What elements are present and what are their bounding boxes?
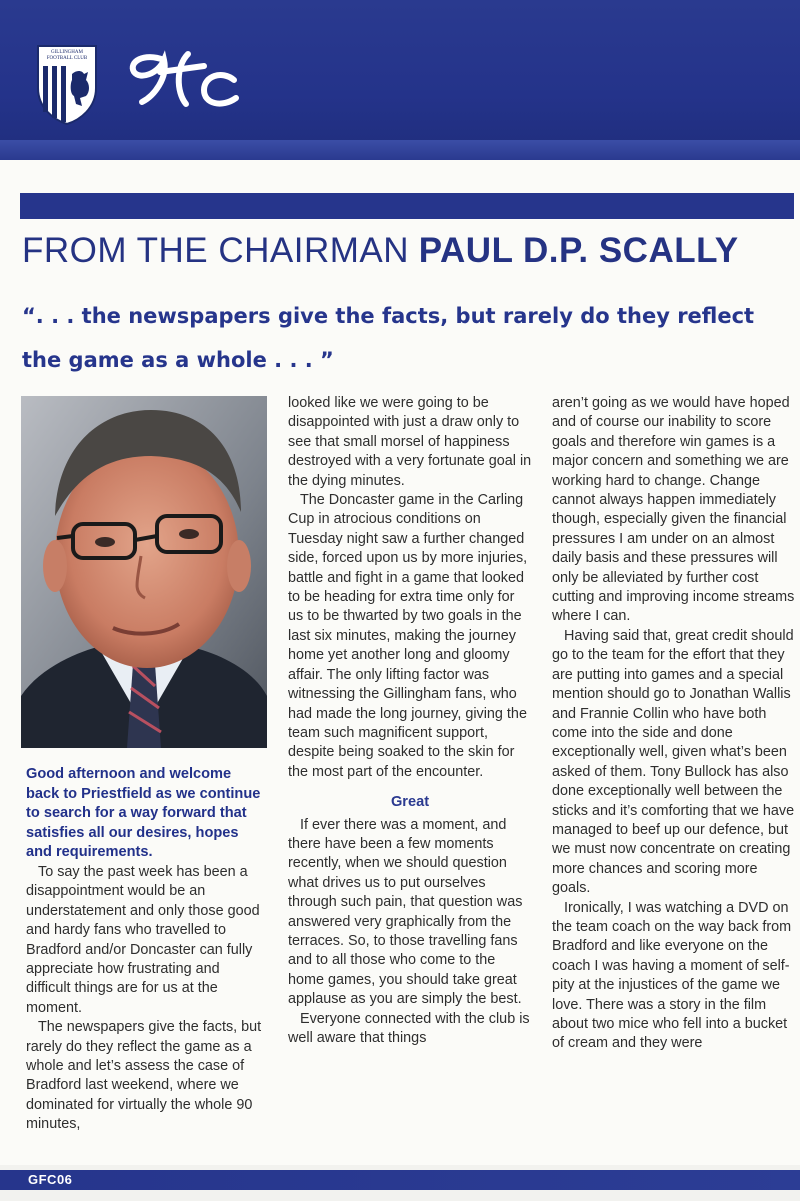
title-name: PAUL D.P. SCALLY	[418, 231, 739, 270]
body-paragraph: aren’t going as we would have hoped and of course our inability to score goals and therefore win games is a major concern and something we are working hard to change. Change cannot always happen immediately though, especially given the financial pressures I am under on an almost daily basis and these pressures will only be alleviated by further cost cutting and improving income streams where I can.	[552, 395, 795, 625]
subheading: Great	[390, 794, 430, 811]
article-column-1	[26, 765, 266, 1135]
body-paragraph: Everyone connected with the club is well aware that things	[288, 1010, 530, 1046]
article-column-2	[288, 394, 532, 1048]
article-column-3	[552, 394, 796, 1054]
gfc-monogram-icon	[124, 44, 244, 124]
intro-paragraph: Good afternoon and welcome back to Priestfield as we continue to search for a way forward that satisfies all our desires, hopes and requirements.	[26, 766, 261, 861]
header-stripe	[0, 140, 800, 160]
body-paragraph: looked like we were going to be disappointed with just a draw only to see that small morsel of happiness destroyed with a very fortunate goal in the dying minutes.	[288, 395, 532, 489]
page-title	[22, 228, 792, 274]
header-banner	[0, 0, 800, 160]
body-paragraph: The newspapers give the facts, but rarely do they reflect the game as a whole and let’s assess the case of Bradford last weekend, where we dominated for virtually the whole 90 minutes,	[26, 1019, 262, 1133]
title-prefix: FROM THE CHAIRMAN	[22, 231, 410, 270]
body-paragraph: Ironically, I was watching a DVD on the team coach on the way back from Bradford and like everyone on the coach I was having a moment of self-pity at the injustices of the game we love. There was a story in the film about two mice who fell into a bucket of cream and they were	[552, 899, 792, 1052]
body-paragraph: The Doncaster game in the Carling Cup in atrocious conditions on Tuesday night saw a further changed side, forced upon us by more injuries, battle and fight in a game that looked to be heading for extra time only for us to be thwarted by two goals in the last six minutes, making the journey home yet another long and gloomy affair. The only lifting factor was witnessing the Gillingham fans, who had made the long journey, giving the team such magnificent support, despite being soaked to the skin for the most part of the encounter.	[288, 492, 528, 780]
crest-text: GILLINGHAM FOOTBALL CLUB	[46, 50, 88, 61]
section-rule	[20, 193, 794, 219]
body-paragraph: Having said that, great credit should go to the team for the effort that they are putting into games and a special mention should go to Jonathan Wallis and Frannie Collin who have both come into the side and done exceptionally well, given what’s been asked of them. Tony Bullock has also done exceptionally well between the sticks and it’s comforting that we have managed to beef up our defence, but we must now concentrate on creating more chances and scoring more goals.	[552, 627, 795, 897]
svg-text:gfc: gfc	[124, 44, 126, 45]
page-folio: GFC06	[28, 1172, 73, 1187]
body-paragraph: If ever there was a moment, and there have been a few moments recently, when we should question what drives us to put ourselves through such pain, that question was answered very graphically from the terraces. So, to those travelling fans and to all those who come to the home games, you should take great applause as you are simply the best.	[288, 816, 523, 1008]
pull-quote: “. . . the newspapers give the facts, but rarely do they reflect the game as a whole . . . ”	[22, 304, 755, 372]
footer-bar	[0, 1170, 800, 1190]
body-paragraph: To say the past week has been a disappointment would be an understatement and only those good and hardy fans who travelled to Bradford and/or Doncaster can fully appreciate how frustrating and difficult things are for us at the moment.	[26, 863, 260, 1016]
chairman-photo	[21, 396, 267, 748]
